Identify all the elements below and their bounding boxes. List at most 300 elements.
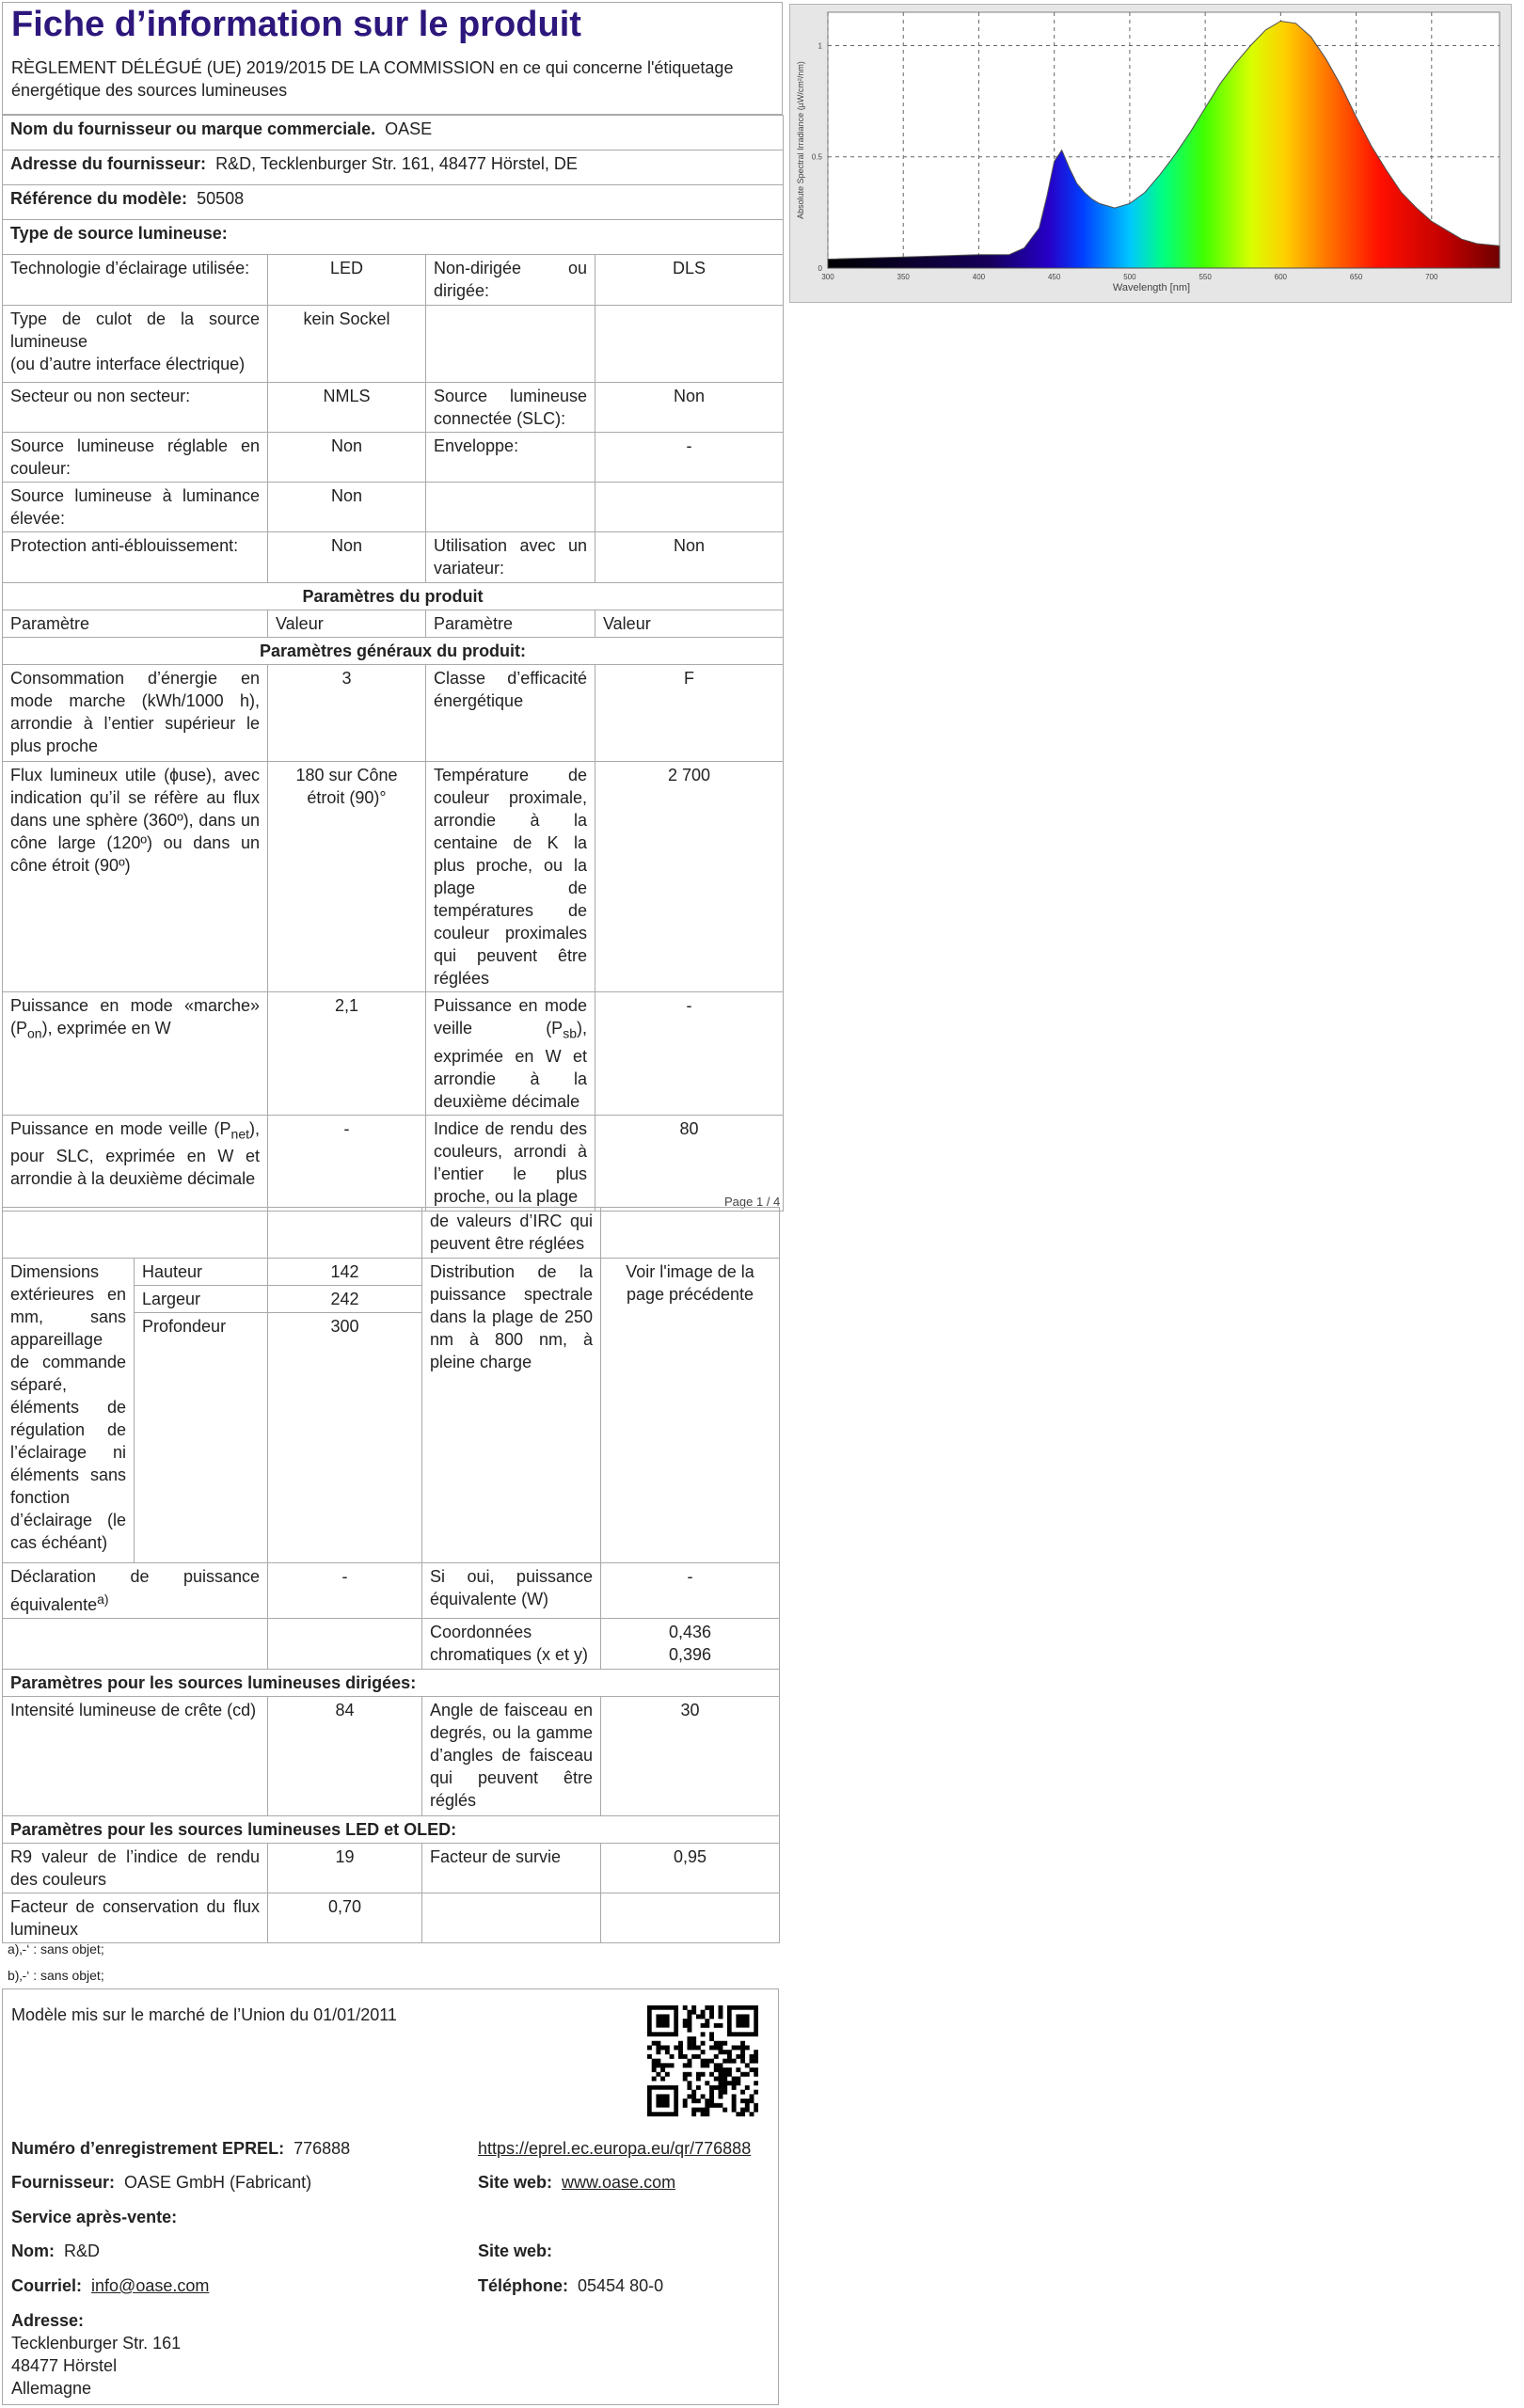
qr-module <box>754 2103 758 2108</box>
directed-title: Paramètres pour les sources lumineuses dirigées: <box>3 1670 780 1697</box>
empty-cell <box>422 1893 601 1943</box>
qr-module <box>754 2067 758 2072</box>
highlum-label: Source lumineuse à luminance élevée: <box>3 483 268 532</box>
qr-module <box>691 2041 696 2046</box>
qr-module <box>745 2072 750 2077</box>
qr-module <box>722 2077 727 2082</box>
col-param-1: Paramètre <box>3 610 268 638</box>
glare-label: Protection anti-éblouissement: <box>3 532 268 583</box>
qr-module <box>709 2059 714 2064</box>
qr-module <box>740 2041 745 2046</box>
qr-module <box>660 2063 665 2067</box>
qr-module <box>691 2054 696 2059</box>
qr-module <box>714 2023 719 2028</box>
flux-value: 180 sur Cône étroit (90)° <box>268 762 426 992</box>
empty-cell <box>601 1208 780 1259</box>
qr-module <box>687 2059 691 2064</box>
cri-label: Indice de rendu des couleurs, arrondi à l’entier le plus proche, ou la plage <box>426 1115 595 1211</box>
psb-value: - <box>595 992 784 1116</box>
qr-module <box>683 2005 688 2010</box>
x-axis-label: Wavelength [nm] <box>1112 282 1191 293</box>
qr-module <box>714 2077 719 2082</box>
qr-module <box>714 2041 719 2046</box>
psb-label: Puissance en mode veille $(P_{sb})$, exprimée en W et arrondie à la deuxième décimale <box>426 992 595 1116</box>
qr-module <box>745 2099 750 2103</box>
qr-module <box>705 2059 709 2064</box>
x-tick-label: 700 <box>1425 273 1438 281</box>
qr-module <box>696 2014 701 2019</box>
empty-cell <box>268 1619 422 1670</box>
qr-module <box>696 2045 701 2050</box>
envelope-label: Enveloppe: <box>426 433 595 483</box>
cct-label: Température de couleur proximale, arrondie à la centaine de K la plus proche, ou la plage de températures de couleur proximales qui peuvent être réglées <box>426 762 595 992</box>
qr-module <box>719 2077 723 2082</box>
qr-module <box>705 2023 709 2028</box>
qr-module <box>719 2103 723 2108</box>
qr-module <box>683 2103 688 2108</box>
qr-module <box>705 2005 709 2010</box>
led-title: Paramètres pour les sources lumineuses LED et OLED: <box>3 1816 780 1844</box>
r9-label: R9 valeur de l’indice de rendu des couleurs <box>3 1844 268 1893</box>
qr-module <box>656 2045 660 2050</box>
qr-module <box>696 2054 701 2059</box>
qr-module <box>691 2099 696 2103</box>
qr-module <box>709 2072 714 2077</box>
cri-value: 80 <box>595 1115 784 1211</box>
qr-module <box>732 2059 737 2064</box>
empty-cell <box>426 483 595 532</box>
qr-module <box>719 2090 723 2095</box>
qr-module <box>740 2050 745 2054</box>
service-title: Service après-vente: <box>11 2208 178 2226</box>
empty-cell <box>3 1619 268 1670</box>
qr-module <box>705 2108 709 2113</box>
qr-module <box>722 2067 727 2072</box>
qr-module <box>727 2081 732 2085</box>
qr-module <box>754 2059 758 2064</box>
x-tick-label: 450 <box>1047 273 1061 281</box>
qr-module <box>736 2077 740 2082</box>
qr-module <box>736 2054 740 2059</box>
qr-module <box>709 2045 714 2050</box>
cct-value: 2 700 <box>595 762 784 992</box>
highlum-value: Non <box>268 483 426 532</box>
regulation-text: RÈGLEMENT DÉLÉGUÉ (UE) 2019/2015 DE LA COMMISSION en ce qui concerne l'étiquetage énergétique des sources lumineuses <box>11 58 734 100</box>
qr-module <box>736 2045 740 2050</box>
x-tick-label: 550 <box>1199 273 1212 281</box>
dimensions-label: Dimensions extérieures en mm, sans appareillage de commande séparé, éléments de régulation de l’éclairage ni éléments sans fonction d’éclairage (le cas échéant) <box>3 1259 135 1563</box>
qr-module <box>687 2081 691 2085</box>
website-row: Site web: www.oase.com <box>478 2173 676 2192</box>
qr-code-svg <box>647 2005 758 2116</box>
width-value: 242 <box>268 1286 422 1313</box>
spectrum-svg <box>790 5 1511 302</box>
qr-module <box>714 2063 719 2067</box>
qr-module <box>745 2108 750 2113</box>
qr-module <box>656 2072 660 2077</box>
colour-value: Non <box>268 433 426 483</box>
qr-finder <box>656 2094 669 2107</box>
qr-module <box>754 2090 758 2095</box>
energy-label: Consommation d’énergie en mode marche (kWh/1000 h), arrondie à l’entier supérieur le plus proche <box>3 665 268 762</box>
qr-module <box>696 2077 701 2082</box>
qr-module <box>754 2108 758 2113</box>
qr-module <box>709 2036 714 2041</box>
qr-module <box>683 2019 688 2023</box>
glare-value: Non <box>268 532 426 583</box>
pnet-label: Puissance en mode veille $(P_{net})$, pour SLC, exprimée en W et arrondie à la deuxième décimale <box>3 1115 268 1211</box>
beam-value: 30 <box>601 1697 780 1816</box>
x-tick-label: 650 <box>1349 273 1363 281</box>
qr-module <box>683 2077 688 2082</box>
qr-module <box>745 2085 750 2090</box>
spd-label: Distribution de la puissance spectrale dans la plage de 250 nm à 800 nm, à pleine charge <box>422 1259 601 1563</box>
supplier-row: Fournisseur: OASE GmbH (Fabricant) <box>11 2173 312 2192</box>
qr-module <box>687 2023 691 2028</box>
height-value: 142 <box>268 1259 422 1286</box>
eprel-row: Numéro d’enregistrement EPREL: 776888 <box>11 2139 351 2158</box>
qr-module <box>701 2094 706 2099</box>
qr-module <box>656 2059 660 2064</box>
qr-module <box>719 2085 723 2090</box>
qr-module <box>652 2077 657 2082</box>
qr-module <box>754 2072 758 2077</box>
qr-module <box>754 2054 758 2059</box>
qr-module <box>727 2050 732 2054</box>
qr-module <box>705 2112 709 2116</box>
supplier-address-row: Adresse du fournisseur: R&D, Tecklenburger Str. 161, 48477 Hörstel, DE <box>3 150 784 185</box>
qr-module <box>678 2050 683 2054</box>
qr-module <box>740 2045 745 2050</box>
qr-module <box>754 2081 758 2085</box>
qr-module <box>722 2081 727 2085</box>
qr-module <box>656 2041 660 2046</box>
qr-module <box>709 2099 714 2103</box>
qr-module <box>701 2014 706 2019</box>
qr-module <box>701 2032 706 2036</box>
x-tick-label: 600 <box>1274 273 1288 281</box>
qr-module <box>750 2054 754 2059</box>
qr-module <box>701 2010 706 2015</box>
qr-module <box>709 2085 714 2090</box>
qr-module <box>687 2094 691 2099</box>
qr-module <box>732 2085 737 2090</box>
x-tick-label: 350 <box>897 273 910 281</box>
qr-code <box>647 2005 758 2116</box>
depth-value: 300 <box>268 1313 422 1563</box>
address-line-3: Allemagne <box>11 2379 92 2398</box>
r9-value: 19 <box>268 1844 422 1893</box>
qr-module <box>701 2041 706 2046</box>
qr-module <box>705 2099 709 2103</box>
qr-module <box>687 2036 691 2041</box>
empty-cell <box>426 306 595 383</box>
qr-module <box>722 2090 727 2095</box>
qr-module <box>678 2045 683 2050</box>
qr-module <box>732 2045 737 2050</box>
x-tick-label: 500 <box>1123 273 1136 281</box>
qr-module <box>722 2059 727 2064</box>
qr-module <box>740 2072 745 2077</box>
qr-module <box>687 2045 691 2050</box>
qr-module <box>732 2077 737 2082</box>
qr-module <box>709 2103 714 2108</box>
qr-module <box>678 2054 683 2059</box>
qr-module <box>687 2072 691 2077</box>
equiv-value: - <box>268 1563 422 1619</box>
qr-module <box>714 2045 719 2050</box>
peak-label: Intensité lumineuse de crête (cd) <box>3 1697 268 1816</box>
spectrum-chart <box>789 4 1512 303</box>
qr-module <box>691 2112 696 2116</box>
qr-module <box>647 2054 652 2059</box>
qr-module <box>750 2112 754 2116</box>
qr-module <box>714 2085 719 2090</box>
qr-module <box>732 2094 737 2099</box>
qr-module <box>665 2045 670 2050</box>
dimmer-label: Utilisation avec un variateur: <box>426 532 595 583</box>
qr-module <box>656 2050 660 2054</box>
qr-module <box>719 2063 723 2067</box>
qr-module <box>709 2090 714 2095</box>
class-value: F <box>595 665 784 762</box>
phone-row: Téléphone: 05454 80-0 <box>478 2276 664 2295</box>
qr-module <box>732 2103 737 2108</box>
qr-module <box>719 2072 723 2077</box>
mains-label: Secteur ou non secteur: <box>3 383 268 433</box>
qr-module <box>687 2063 691 2067</box>
qr-module <box>719 2005 723 2010</box>
qr-module <box>732 2099 737 2103</box>
page-number: Page 1 / 4 <box>724 1195 781 1209</box>
qr-module <box>647 2045 652 2050</box>
qr-module <box>705 2103 709 2108</box>
qr-module <box>754 2050 758 2054</box>
empty-cell <box>3 1208 268 1259</box>
pon-value: 2,1 <box>268 992 426 1116</box>
qr-module <box>687 2010 691 2015</box>
slc-value: Non <box>595 383 784 433</box>
qr-module <box>660 2045 665 2050</box>
qr-module <box>701 2108 706 2113</box>
col-value-1: Valeur <box>268 610 426 638</box>
qr-module <box>652 2063 657 2067</box>
flux-label: Flux lumineux utile (ɸuse), avec indication qu’il se réfère au flux dans une sphère (360º), dans un cône large (120º) ou dans un cône étroit (90º) <box>3 762 268 992</box>
pnet-value: - <box>268 1115 426 1211</box>
directed-label: Non-dirigée ou dirigée: <box>426 255 595 306</box>
maint-value: 0,70 <box>268 1893 422 1943</box>
cap-label: Type de culot de la source lumineuse (ou d’autre interface électrique) <box>3 306 268 383</box>
qr-module <box>719 2045 723 2050</box>
qr-module <box>745 2103 750 2108</box>
qr-module <box>709 2094 714 2099</box>
qr-module <box>665 2072 670 2077</box>
qr-module <box>709 2014 714 2019</box>
qr-module <box>687 2028 691 2033</box>
x-tick-label: 400 <box>972 273 986 281</box>
qr-module <box>719 2010 723 2015</box>
qr-module <box>687 2019 691 2023</box>
dimmer-value: Non <box>595 532 784 583</box>
qr-module <box>719 2067 723 2072</box>
qr-module <box>691 2005 696 2010</box>
qr-module <box>736 2067 740 2072</box>
service-web-label: Site web: <box>478 2242 553 2260</box>
chroma-label: Coordonnées chromatiques (x et y) <box>422 1619 601 1670</box>
qr-module <box>687 2085 691 2090</box>
cri-label-cont: de valeurs d’IRC qui peuvent être réglées <box>422 1208 601 1259</box>
qr-module <box>740 2090 745 2095</box>
qr-module <box>727 2059 732 2064</box>
qr-module <box>691 2045 696 2050</box>
qr-module <box>745 2063 750 2067</box>
qr-module <box>652 2041 657 2046</box>
maint-label: Facteur de conservation du flux lumineux <box>3 1893 268 1943</box>
energy-value: 3 <box>268 665 426 762</box>
qr-module <box>701 2050 706 2054</box>
empty-cell <box>268 1208 422 1259</box>
qr-module <box>674 2045 678 2050</box>
col-param-2: Paramètre <box>426 610 595 638</box>
qr-module <box>705 2019 709 2023</box>
address-line-1: Tecklenburger Str. 161 <box>11 2334 182 2353</box>
qr-module <box>705 2081 709 2085</box>
mail-row: Courriel: info@oase.com <box>11 2276 210 2295</box>
col-value-2: Valeur <box>595 610 784 638</box>
eprel-link[interactable]: https://eprel.ec.europa.eu/qr/776888 <box>478 2139 752 2158</box>
x-tick-label: 300 <box>821 273 834 281</box>
qr-finder <box>656 2014 669 2027</box>
market-date: Modèle mis sur le marché de l’Union du 01/01/2011 <box>11 2005 397 2024</box>
qr-module <box>691 2108 696 2113</box>
y-axis-label: Absolute Spectral Irradiance (µW/cm²/nm) <box>796 61 805 219</box>
qr-module <box>691 2090 696 2095</box>
qr-module <box>719 2041 723 2046</box>
qr-module <box>683 2072 688 2077</box>
qr-module <box>750 2099 754 2103</box>
depth-label: Profondeur <box>135 1313 268 1563</box>
qr-module <box>696 2108 701 2113</box>
chroma-value: 0,436 0,396 <box>601 1619 780 1670</box>
qr-module <box>750 2094 754 2099</box>
qr-module <box>670 2054 675 2059</box>
qr-module <box>732 2108 737 2113</box>
qr-module <box>719 2023 723 2028</box>
qr-module <box>709 2032 714 2036</box>
qr-module <box>727 2072 732 2077</box>
qr-module <box>736 2112 740 2116</box>
qr-module <box>740 2054 745 2059</box>
empty-cell <box>595 306 784 383</box>
mail-link[interactable]: info@oase.com <box>91 2276 210 2295</box>
qr-module <box>722 2072 727 2077</box>
qr-module <box>750 2059 754 2064</box>
qr-module <box>683 2023 688 2028</box>
qr-module <box>691 2010 696 2015</box>
qr-module <box>683 2063 688 2067</box>
qr-module <box>740 2099 745 2103</box>
continued-table <box>2 1207 780 1943</box>
qr-module <box>701 2072 706 2077</box>
qr-module <box>722 2041 727 2046</box>
qr-module <box>691 2094 696 2099</box>
type-title: Type de source lumineuse: <box>3 220 784 255</box>
qr-module <box>719 2081 723 2085</box>
qr-module <box>678 2041 683 2046</box>
qr-finder <box>736 2014 749 2027</box>
qr-module <box>727 2067 732 2072</box>
general-params-title: Paramètres généraux du produit: <box>3 638 784 665</box>
footnote-a: a)‚-‘ : sans objet; <box>8 1941 104 1956</box>
qr-module <box>727 2054 732 2059</box>
qr-module <box>701 2063 706 2067</box>
equiv-label: Déclaration de puissance équivalente$^{a)}$ <box>3 1563 268 1619</box>
slc-label: Source lumineuse connectée (SLC): <box>426 383 595 433</box>
y-tick-label: 0.5 <box>811 152 822 162</box>
footnote-b: b)‚-‘ : sans objet; <box>8 1968 104 1983</box>
cap-value: kein Sockel <box>268 306 426 383</box>
qr-module <box>660 2067 665 2072</box>
params-section-title: Paramètres du produit <box>3 583 784 610</box>
beam-label: Angle de faisceau en degrés, ou la gamme d’angles de faisceau qui peuvent être réglés <box>422 1697 601 1816</box>
qr-module <box>750 2067 754 2072</box>
qr-module <box>683 2099 688 2103</box>
spd-value: Voir l'image de la page précédente <box>601 1259 780 1563</box>
equiv-yes-label: Si oui, puissance équivalente (W) <box>422 1563 601 1619</box>
address-title: Adresse: <box>11 2311 85 2330</box>
qr-module <box>709 2005 714 2010</box>
supplier-name-row: Nom du fournisseur ou marque commerciale. OASE <box>3 116 784 150</box>
survival-label: Facteur de survie <box>422 1844 601 1893</box>
qr-module <box>705 2063 709 2067</box>
qr-module <box>740 2059 745 2064</box>
qr-module <box>719 2094 723 2099</box>
qr-module <box>740 2108 745 2113</box>
peak-value: 84 <box>268 1697 422 1816</box>
qr-module <box>714 2103 719 2108</box>
survival-value: 0,95 <box>601 1844 780 1893</box>
model-row: Référence du modèle: 50508 <box>3 185 784 220</box>
empty-cell <box>595 483 784 532</box>
website-link[interactable]: www.oase.com <box>562 2173 676 2192</box>
qr-module <box>714 2067 719 2072</box>
qr-module <box>719 2050 723 2054</box>
qr-module <box>722 2108 727 2113</box>
class-label: Classe d’efficacité énergétique <box>426 665 595 762</box>
qr-module <box>687 2041 691 2046</box>
qr-module <box>722 2085 727 2090</box>
qr-module <box>709 2010 714 2015</box>
y-tick-label: 0 <box>818 264 822 273</box>
qr-module <box>665 2063 670 2067</box>
address-line-2: 48477 Hörstel <box>11 2356 118 2375</box>
qr-module <box>683 2054 688 2059</box>
pon-label: Puissance en mode «marche» $(P_{on})$, exprimée en W <box>3 992 268 1116</box>
equiv-yes-value: - <box>601 1563 780 1619</box>
qr-module <box>714 2054 719 2059</box>
qr-module <box>687 2014 691 2019</box>
tech-label: Technologie d’éclairage utilisée: <box>3 255 268 306</box>
qr-module <box>732 2081 737 2085</box>
envelope-value: - <box>595 433 784 483</box>
qr-module <box>701 2059 706 2064</box>
height-label: Hauteur <box>135 1259 268 1286</box>
qr-module <box>691 2036 696 2041</box>
mains-value: NMLS <box>268 383 426 433</box>
service-name-row: Nom: R&D <box>11 2242 101 2260</box>
qr-module <box>696 2085 701 2090</box>
qr-module <box>656 2063 660 2067</box>
